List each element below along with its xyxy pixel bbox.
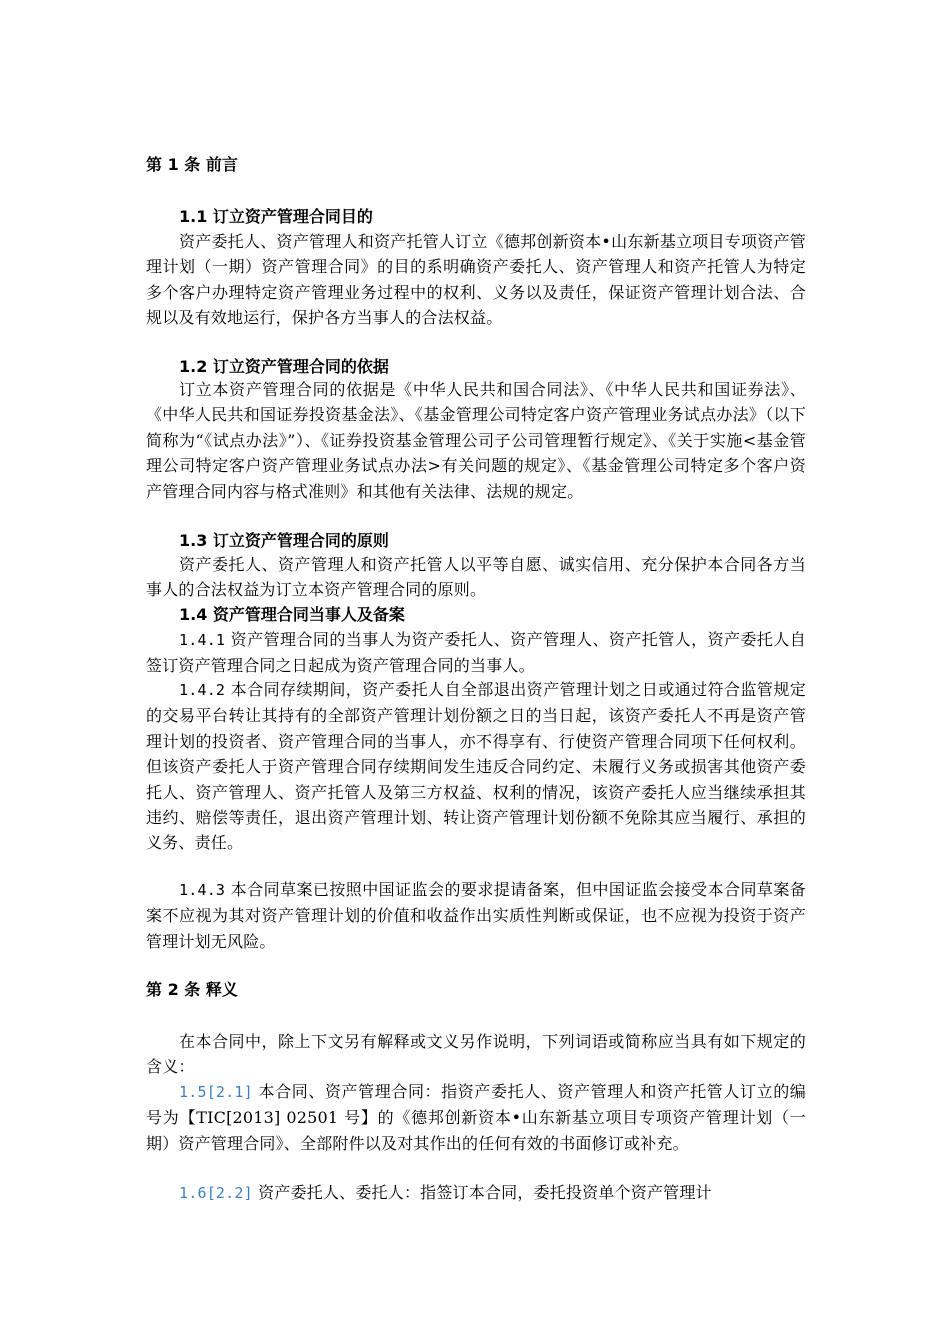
article-2-heading: 第 2 条 释义 (146, 980, 238, 999)
definition-text: 资产委托人、委托人：指签订本合同，委托投资单个资产管理计 (252, 1183, 712, 1202)
article-2-intro: 在本合同中，除上下文另有解释或文义另作说明，下列词语或简称应当具有如下规定的含义： (146, 1032, 806, 1077)
section-1-2-title: 1.2 订立资产管理合同的依据 (179, 357, 389, 376)
section-1-3-title: 1.3 订立资产管理合同的原则 (179, 531, 389, 550)
clause-text: 资产管理合同的当事人为资产委托人、资产管理人、资产托管人，资产委托人自签订资产管理合同之日起成为资产管理合同的当事人。 (146, 630, 806, 676)
clause-number: 1.4.3 (179, 881, 226, 899)
section-1-1-title: 1.1 订立资产管理合同目的 (179, 207, 373, 226)
section-1-2-body: 订立本资产管理合同的依据是《中华人民共和国合同法》、《中华人民共和国证券法》、《中华人民共和国证券投资基金法》、《基金管理公司特定客户资产管理业务试点办法》（以下简称为“《试点办法》”）、《证券投资基金管理公司子公司管理暂行规定》、《关于实施<基金管理公司特定客户资产管理业务试点办法>有关问题的规定》、《基金管理公司特定多个客户资产管理合同内容与格式准则》和其他有关法律、法规的规定。 (146, 380, 806, 501)
clause-1-4-3 (146, 877, 806, 954)
section-1-1-body: 资产委托人、资产管理人和资产托管人订立《德邦创新资本•山东新基立项目专项资产管理计划（一期）资产管理合同》的目的系明确资产委托人、资产管理人和资产托管人为特定多个客户办理特定资产管理业务过程中的权利、义务以及责任，保证资产管理计划合法、合规以及有效地运行，保护各方当事人的合法权益。 (146, 232, 806, 328)
clause-number: 1.4.1 (179, 631, 226, 649)
clause-text: 本合同存续期间，资产委托人自全部退出资产管理计划之日或通过符合监管规定的交易平台转让其持有的全部资产管理计划份额之日的当日起，该资产委托人不再是资产管理计划的投资者、资产管理合同的当事人，亦不得享有、行使资产管理合同项下任何权利。但该资产委托人于资产管理合同存续期间发生违反合同约定、未履行义务或损害其他资产委托人、资产管理人、资产托管人及第三方权益、权利的情况，该资产委托人应当继续承担其违约、赔偿等责任，退出资产管理计划、转让资产管理计划份额不免除其应当履行、承担的义务、责任。 (146, 680, 806, 853)
definition-text: 本合同、资产管理合同：指资产委托人、资产管理人和资产托管人订立的编号为【TIC[2013] 02501 号】的《德邦创新资本•山东新基立项目专项资产管理计划（一期）资产管理合同》、全部附件以及对其作出的任何有效的书面修订或补充。 (146, 1082, 806, 1153)
clause-number: 1.4.2 (179, 681, 226, 699)
article-1-heading: 第 1 条 前言 (146, 155, 238, 174)
section-1-4-title: 1.4 资产管理合同当事人及备案 (179, 605, 405, 624)
clause-1-4-2 (146, 677, 806, 856)
cross-reference-link[interactable]: 1.6[2.2] (179, 1184, 253, 1202)
definition-2-2 (146, 1180, 806, 1206)
definition-2-1 (146, 1079, 806, 1156)
cross-reference-link[interactable]: 1.5[2.1] (179, 1083, 253, 1101)
clause-text: 本合同草案已按照中国证监会的要求提请备案，但中国证监会接受本合同草案备案不应视为其对资产管理计划的价值和收益作出实质性判断或保证，也不应视为投资于资产管理计划无风险。 (146, 880, 806, 951)
clause-1-4-1 (146, 627, 806, 679)
section-1-3-body: 资产委托人、资产管理人和资产托管人以平等自愿、诚实信用、充分保护本合同各方当事人的合法权益为订立本资产管理合同的原则。 (146, 555, 806, 600)
